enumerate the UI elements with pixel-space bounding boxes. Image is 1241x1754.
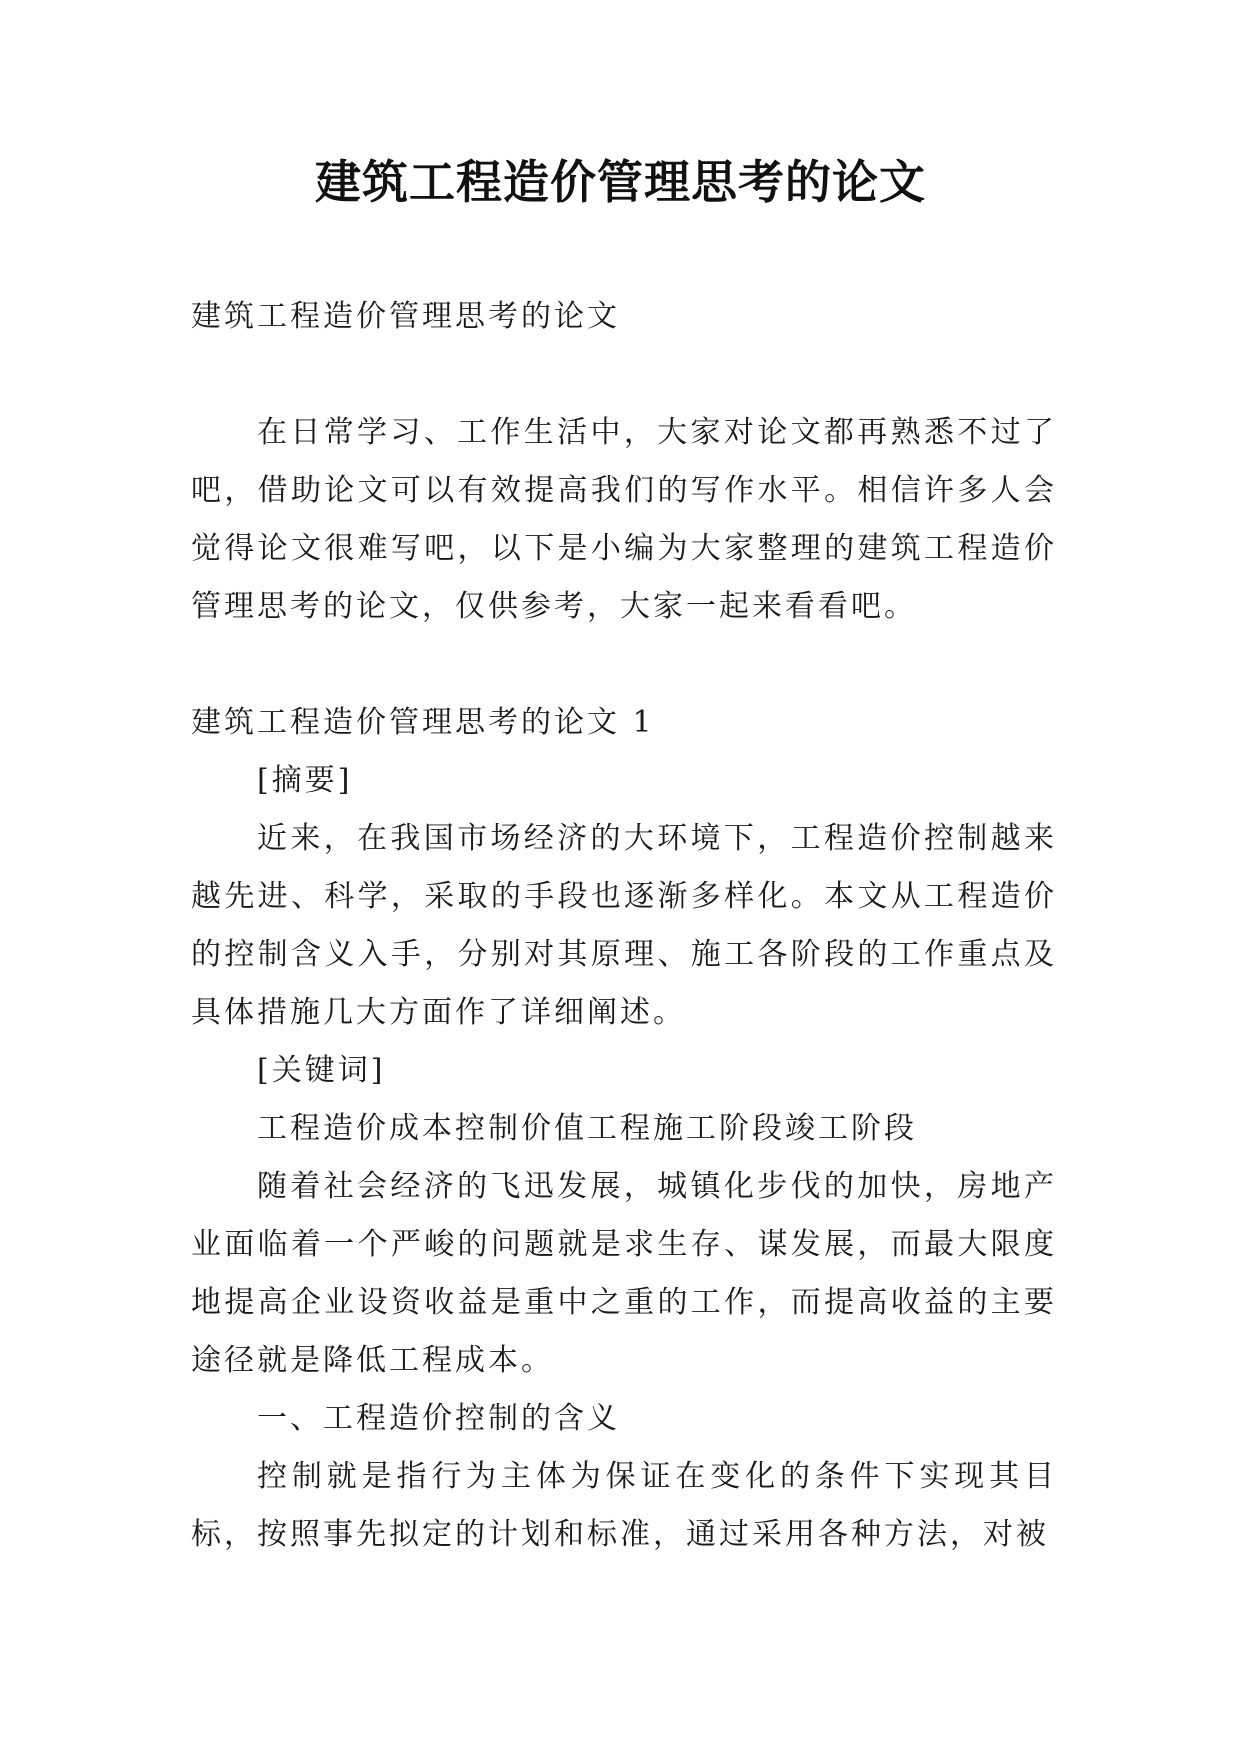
keywords-label: [关键词] xyxy=(257,1053,386,1088)
section-heading: 建筑工程造价管理思考的论文 1 xyxy=(191,705,655,740)
section-subheading: 一、工程造价控制的含义 xyxy=(257,1401,620,1436)
body-paragraph: 随着社会经济的飞迅发展，城镇化步伐的加快，房地产业面临着一个严峻的问题就是求生存、谋发展，而最大限度地提高企业设资收益是重中之重的工作，而提高收益的主要途径就是降低工程成本。 xyxy=(191,1169,1057,1378)
abstract-label: [摘要] xyxy=(257,763,353,798)
document-body xyxy=(191,288,1057,1564)
document-subtitle: 建筑工程造价管理思考的论文 xyxy=(191,299,620,334)
abstract-paragraph: 近来，在我国市场经济的大环境下，工程造价控制越来越先进、科学，采取的手段也逐渐多样化。本文从工程造价的控制含义入手，分别对其原理、施工各阶段的工作重点及具体措施几大方面作了详细阐述。 xyxy=(191,821,1057,1030)
keywords-text: 工程造价成本控制价值工程施工阶段竣工阶段 xyxy=(257,1111,917,1146)
intro-paragraph: 在日常学习、工作生活中，大家对论文都再熟悉不过了吧，借助论文可以有效提高我们的写作水平。相信许多人会觉得论文很难写吧，以下是小编为大家整理的建筑工程造价管理思考的论文，仅供参考，大家一起来看看吧。 xyxy=(191,415,1057,624)
blank-line xyxy=(191,636,1057,694)
document-title: 建筑工程造价管理思考的论文 xyxy=(315,155,926,209)
blank-line xyxy=(191,346,1057,404)
body-paragraph: 控制就是指行为主体为保证在变化的条件下实现其目标，按照事先拟定的计划和标准，通过采用各种方法，对被 xyxy=(191,1459,1057,1552)
